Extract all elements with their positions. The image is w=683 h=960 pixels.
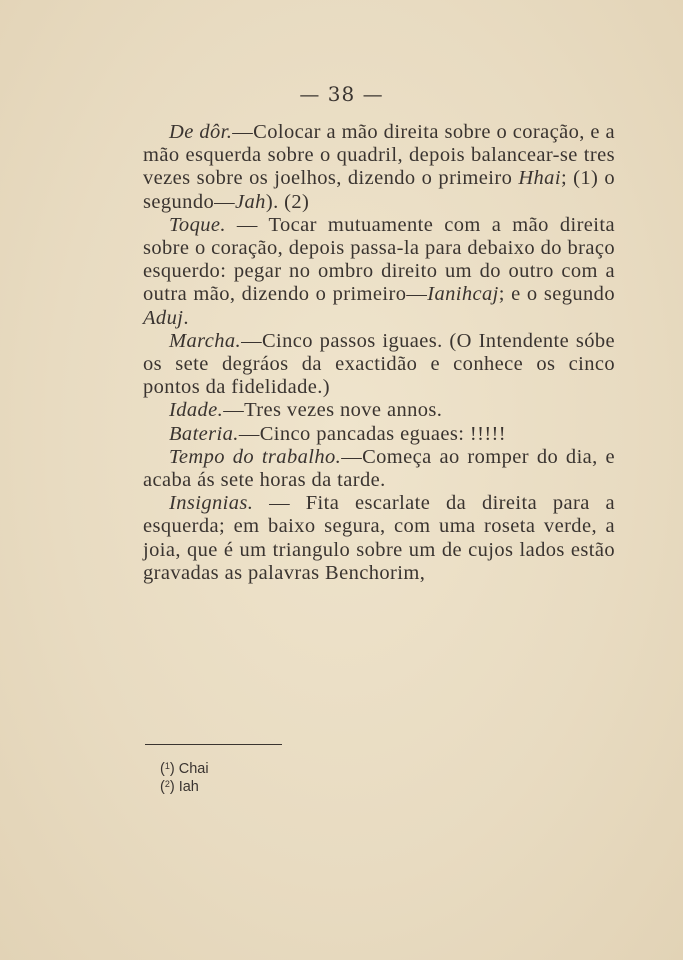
paragraph-text: ; e o segundo [498,283,615,306]
footnotes [160,760,209,796]
paragraph-text: —Cinco passos iguaes. (O Intendente sóbe os sete degráos da exactidão e conhece os cinco pontos da fidelidade.) [143,329,615,399]
footnote-1: ($^1$) Chai [160,761,209,777]
paragraph-text: —Cinco pancadas eguaes: !!!!! [238,422,506,445]
paragraph-text: —Tres vezes nove annos. [223,399,443,422]
term-tempo-do-trabalho: Tempo do trabalho. [169,445,342,468]
footnote-ref-1: (1) [573,167,599,190]
paragraph-text: —Começa ao romper do dia, e acaba ás sete horas da tarde. [143,445,615,492]
term-toque: Toque. [169,213,226,236]
footnote-divider [145,744,282,745]
footnote-mark: 1 [164,761,170,771]
paragraph-text: ). [265,190,285,213]
paragraph-insignias [143,492,615,585]
paragraph-toque [143,214,615,330]
paragraph-text: ; [560,167,574,190]
paragraph-tempo [143,446,615,492]
term-de-dor: De dôr. [169,121,233,143]
word-hhai: Hhai [518,167,561,190]
paragraph-marcha [143,330,615,400]
paragraph-text: . [183,306,189,329]
footnote-ref-2: (2) [284,190,310,213]
footnote-mark: 2 [164,779,170,789]
word-aduj: Aduj [143,306,184,329]
term-idade: Idade. [169,399,224,422]
paragraph-de-dor [143,121,615,214]
word-jah: Jah [235,190,266,213]
paragraph-idade [143,399,615,422]
word-ianihcaj: Ianihcaj [427,283,499,306]
footnote-2: ($^2$) Iah [160,779,199,795]
paragraph-text: —Colocar a mão direita sobre o coração, e a mão esquerda sobre o quadril, depois balancear-se tres vezes sobre os joelhos, dizendo o primeiro [143,121,615,190]
paragraph-bateria [143,423,615,446]
paragraph-text: o segundo— [143,167,615,213]
footnote-text: Chai [178,761,209,777]
paragraph-text: — Tocar mutuamente com a mão direita sobre o coração, depois passa-la para debaixo do braço esquerdo: pegar no ombro direito um do outro com a outra mão, dizendo o primeiro— [143,213,615,306]
body-text [143,121,615,585]
paragraph-text: — Fita escarlate da direita para a esquerda; em baixo segura, com uma roseta verde, a joia, que é um triangulo sobre um de cujos lados estão gravadas as palavras Benchorim, [143,492,615,584]
term-bateria: Bateria. [169,422,239,445]
term-marcha: Marcha. [169,329,242,352]
footnote-text: Iah [178,779,199,795]
page-number: — 38 — [299,82,384,106]
term-insignias: Insignias. [169,492,254,515]
